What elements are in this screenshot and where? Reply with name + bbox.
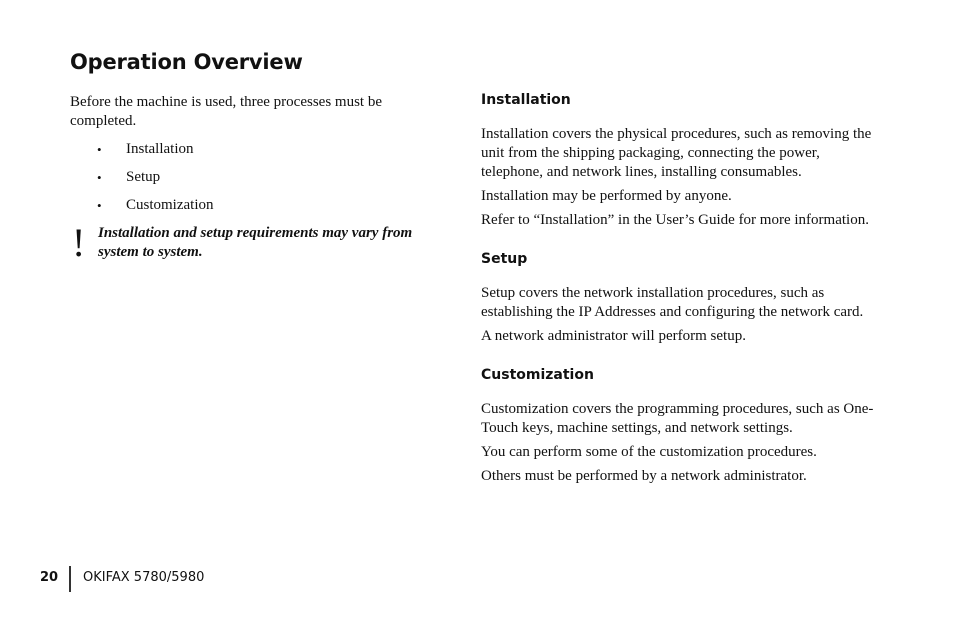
list-item bbox=[70, 140, 440, 159]
list-item-label: Installation bbox=[126, 141, 194, 157]
list-item bbox=[70, 168, 440, 187]
intro-text: Before the machine is used, three processes must be completed. bbox=[70, 94, 382, 129]
section-installation bbox=[481, 91, 881, 230]
section-paragraph: Others must be performed by a network administrator. bbox=[481, 468, 807, 484]
list-item-label: Customization bbox=[126, 197, 214, 213]
bullet-icon: • bbox=[97, 198, 102, 213]
section-paragraph: Installation may be performed by anyone. bbox=[481, 188, 732, 204]
list-item-label: Setup bbox=[126, 169, 161, 185]
section-heading: Setup bbox=[481, 251, 528, 267]
left-column bbox=[70, 93, 440, 265]
section-heading: Customization bbox=[481, 367, 594, 383]
list-item bbox=[70, 196, 440, 215]
document-name: OKIFAX 5780/5980 bbox=[83, 570, 205, 585]
exclamation-icon: ! bbox=[72, 220, 86, 265]
process-list bbox=[70, 140, 440, 215]
section-heading: Installation bbox=[481, 92, 571, 108]
section-paragraph: You can perform some of the customization procedures. bbox=[481, 444, 817, 460]
page-number: 20 bbox=[40, 570, 59, 585]
right-column bbox=[481, 91, 881, 506]
page-title: Operation Overview bbox=[70, 50, 303, 74]
section-paragraph: Refer to “Installation” in the User’s Guide for more information. bbox=[481, 212, 869, 228]
section-setup bbox=[481, 250, 881, 346]
warning-note bbox=[70, 220, 440, 265]
section-customization bbox=[481, 366, 881, 486]
footer-divider bbox=[69, 566, 71, 592]
note-text: Installation and setup requirements may vary from system to system. bbox=[98, 225, 413, 260]
section-paragraph: A network administrator will perform setup. bbox=[481, 328, 746, 344]
section-paragraph: Customization covers the programming procedures, such as One-Touch keys, machine settings, and network settings. bbox=[481, 401, 874, 436]
bullet-icon: • bbox=[97, 170, 102, 185]
bullet-icon: • bbox=[97, 142, 102, 157]
section-paragraph: Setup covers the network installation procedures, such as establishing the IP Addresses and configuring the network card. bbox=[481, 285, 864, 320]
section-paragraph: Installation covers the physical procedures, such as removing the unit from the shipping packaging, connecting the power, telephone, and network lines, installing consumables. bbox=[481, 126, 872, 180]
